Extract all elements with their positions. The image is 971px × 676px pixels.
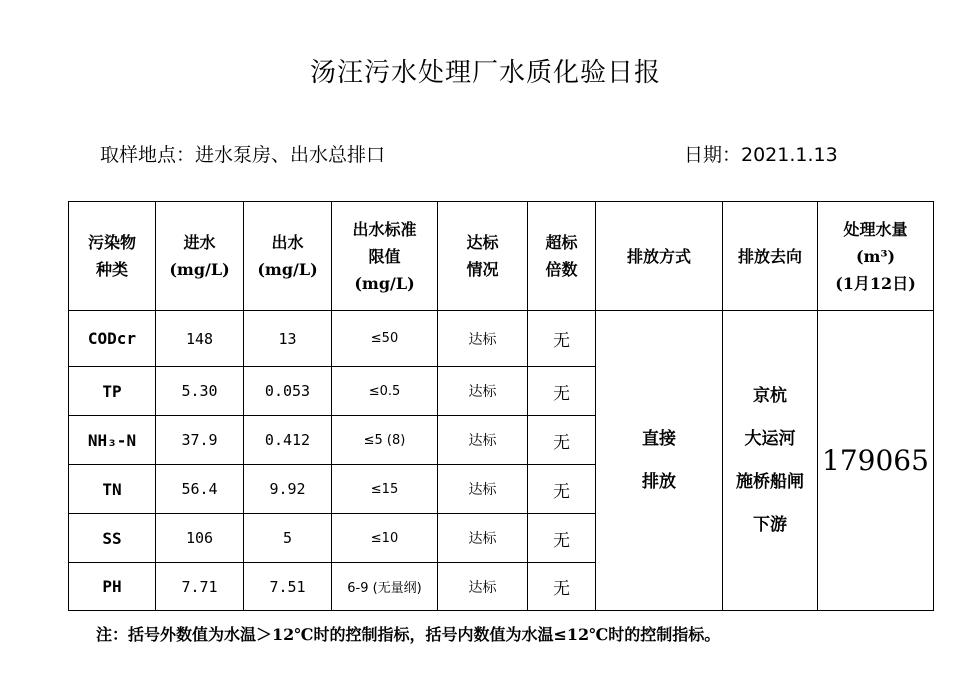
limit-value: 6-9 (无量纲): [332, 563, 438, 611]
limit-value: ≤50: [332, 311, 438, 367]
header-volume-line: (m³): [855, 246, 896, 266]
outflow-value: 13: [244, 311, 332, 367]
pollutant-name: CODcr: [69, 311, 156, 367]
pollutant-name: TP: [69, 367, 156, 416]
outflow-value: 9.92: [244, 465, 332, 514]
header-treated-volume: [818, 202, 934, 311]
header-discharge-method: 排放方式: [596, 202, 723, 311]
limit-value: ≤0.5: [332, 367, 438, 416]
header-limit-line: 出水标准: [352, 219, 417, 239]
status-value: 达标: [438, 367, 528, 416]
exceed-value: 无: [528, 416, 596, 465]
limit-value: ≤10: [332, 514, 438, 563]
table-row: [69, 311, 934, 367]
discharge-method-line: 排放: [642, 471, 676, 492]
pollutant-name: SS: [69, 514, 156, 563]
status-value: 达标: [438, 311, 528, 367]
header-inflow-line: 进水: [183, 233, 216, 252]
header-outflow-line: (mg/L): [257, 260, 318, 279]
footnote: 注：括号外数值为水温＞12℃时的控制指标，括号内数值为水温≤12℃时的控制指标。: [96, 625, 721, 644]
header-pollutant-line: 种类: [95, 260, 128, 279]
report-title: 汤汪污水处理厂水质化验日报: [309, 58, 661, 88]
header-pollutant: [69, 202, 156, 311]
report-date: 日期：2021.1.13: [684, 144, 838, 166]
header-volume-line: 处理水量: [843, 219, 908, 239]
exceed-value: 无: [528, 514, 596, 563]
outflow-value: 5: [244, 514, 332, 563]
pollutant-name: PH: [69, 563, 156, 611]
header-exceed: [528, 202, 596, 311]
header-inflow-line: (mg/L): [169, 260, 230, 279]
header-outflow: [244, 202, 332, 311]
header-exceed-line: 倍数: [545, 260, 578, 279]
header-limit: [332, 202, 438, 311]
header-inflow: [156, 202, 244, 311]
discharge-destination-line: 京杭: [753, 385, 787, 406]
discharge-method-line: 直接: [642, 428, 676, 449]
inflow-value: 148: [156, 311, 244, 367]
status-value: 达标: [438, 514, 528, 563]
inflow-value: 37.9: [156, 416, 244, 465]
header-pollutant-line: 污染物: [87, 233, 136, 252]
header-limit-line: (mg/L): [354, 273, 415, 293]
exceed-value: 无: [528, 367, 596, 416]
discharge-destination-line: 下游: [753, 514, 787, 535]
header-row: [69, 202, 934, 311]
discharge-destination-line: 施桥船闸: [736, 471, 804, 492]
status-value: 达标: [438, 465, 528, 514]
limit-value: ≤15: [332, 465, 438, 514]
header-volume-line: (1月12日): [835, 273, 916, 293]
inflow-value: 56.4: [156, 465, 244, 514]
exceed-value: 无: [528, 563, 596, 611]
sampling-site: 取样地点：进水泵房、出水总排口: [100, 144, 386, 166]
header-discharge-destination: 排放去向: [723, 202, 818, 311]
header-status: [438, 202, 528, 311]
header-exceed-line: 超标: [545, 233, 578, 252]
exceed-value: 无: [528, 311, 596, 367]
header-outflow-line: 出水: [271, 233, 304, 252]
status-value: 达标: [438, 563, 528, 611]
discharge-destination-line: 大运河: [744, 428, 796, 449]
inflow-value: 106: [156, 514, 244, 563]
status-value: 达标: [438, 416, 528, 465]
exceed-value: 无: [528, 465, 596, 514]
discharge-method-cell: [596, 311, 723, 611]
outflow-value: 0.412: [244, 416, 332, 465]
discharge-destination-cell: [723, 311, 818, 611]
header-status-line: 情况: [466, 260, 499, 279]
pollutant-name: NH₃-N: [69, 416, 156, 465]
outflow-value: 7.51: [244, 563, 332, 611]
treated-volume-cell: 179065: [818, 311, 934, 611]
header-limit-line: 限值: [368, 246, 401, 266]
inflow-value: 7.71: [156, 563, 244, 611]
inflow-value: 5.30: [156, 367, 244, 416]
limit-value: ≤5 (8): [332, 416, 438, 465]
water-quality-table: [68, 201, 934, 611]
outflow-value: 0.053: [244, 367, 332, 416]
header-status-line: 达标: [466, 233, 499, 252]
pollutant-name: TN: [69, 465, 156, 514]
